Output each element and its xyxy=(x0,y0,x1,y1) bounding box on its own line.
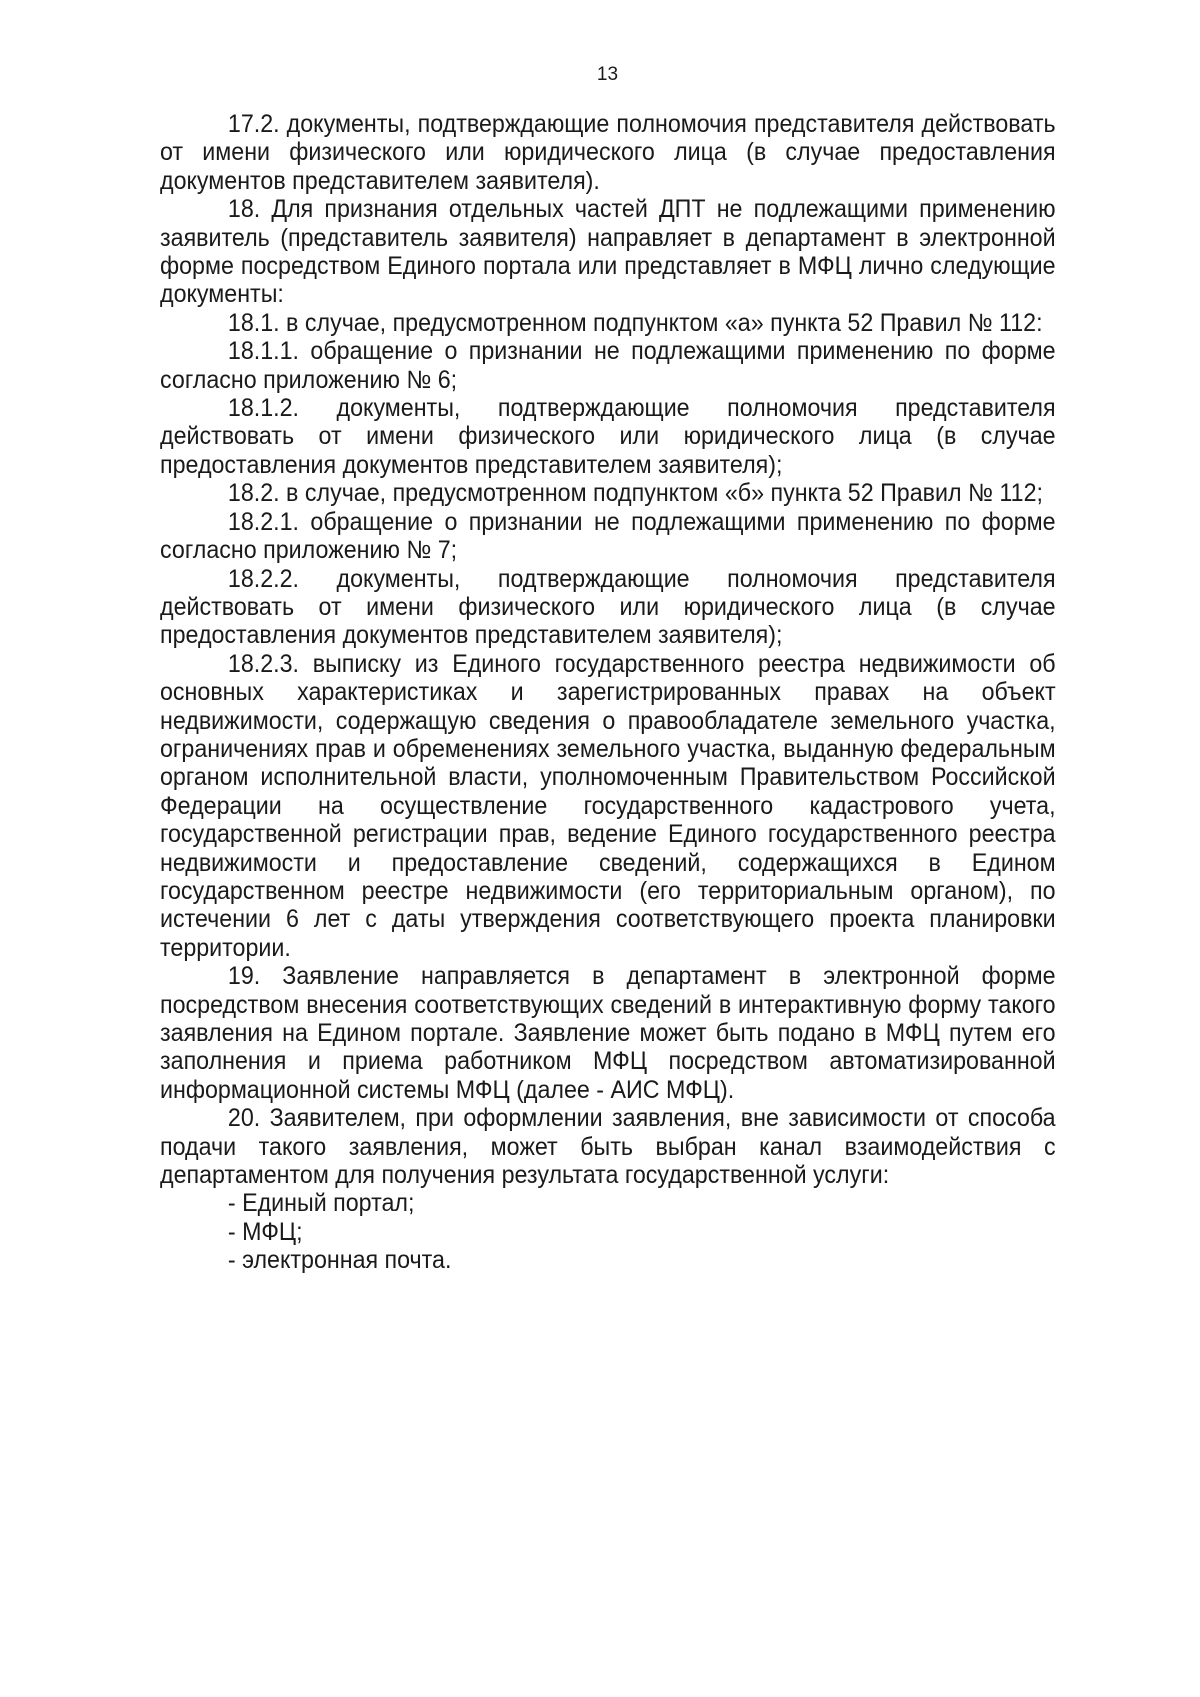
page-number: 13 xyxy=(596,64,619,85)
channel-list-item: - электронная почта. xyxy=(227,1246,452,1275)
channel-list-item: - МФЦ; xyxy=(227,1217,303,1246)
paragraph-17-2: 17.2. документы, подтверждающие полномочия представителя действовать от имени физического или юридического лица (в случае предоставления документов представителем заявителя). xyxy=(160,110,1056,195)
paragraph-18-2-2: 18.2.2. документы, подтверждающие полномочия представителя действовать от имени физического или юридического лица (в случае предоставления документов представителем заявителя); xyxy=(160,564,1056,650)
paragraph-19: 19. Заявление направляется в департамент в электронной форме посредством внесения соответствующих сведений в интерактивную форму такого заявления на Едином портале. Заявление может быть подано в МФЦ путем его заполнения и приема работником МФЦ посредством автоматизированной информационной системы МФЦ (далее - АИС МФЦ). xyxy=(160,962,1056,1104)
paragraph-18: 18. Для признания отдельных частей ДПТ не подлежащими применению заявитель (представитель заявителя) направляет в департамент в электронной форме посредством Единого портала или представляет в МФЦ лично следующие документы: xyxy=(160,195,1056,309)
paragraph-18-1: 18.1. в случае, предусмотренном подпунктом «а» пункта 52 Правил № 112: xyxy=(227,308,1043,337)
paragraph-18-2: 18.2. в случае, предусмотренном подпунктом «б» пункта 52 Правил № 112; xyxy=(227,479,1043,508)
channel-list-item: - Единый портал; xyxy=(227,1189,415,1218)
paragraph-18-1-2: 18.1.2. документы, подтверждающие полномочия представителя действовать от имени физического или юридического лица (в случае предоставления документов представителем заявителя); xyxy=(160,394,1056,479)
paragraph-18-2-3: 18.2.3. выписку из Единого государственного реестра недвижимости об основных характеристиках и зарегистрированных правах на объект недвижимости, содержащую сведения о правообладателе земельного участка, ограничениях прав и обременениях земельного участка, выданную федеральным органом исполнительной власти, уполномоченным Правительством Российской Федерации на осуществление государственного кадастрового учета, государственной регистрации прав, ведение Единого государственного реестра недвижимости и предоставление сведений, содержащихся в Едином государственном реестре недвижимости (его территориальным органом), по истечении 6 лет с даты утверждения соответствующего проекта планировки территории. xyxy=(160,649,1056,962)
document-body xyxy=(160,110,1056,1275)
paragraph-20: 20. Заявителем, при оформлении заявления, вне зависимости от способа подачи такого заявления, может быть выбран канал взаимодействия с департаментом для получения результата государственной услуги: xyxy=(160,1104,1056,1190)
paragraph-18-1-1: 18.1.1. обращение о признании не подлежащими применению по форме согласно приложению № 6; xyxy=(160,337,1056,394)
paragraph-18-2-1: 18.2.1. обращение о признании не подлежащими применению по форме согласно приложению № 7; xyxy=(160,507,1056,565)
